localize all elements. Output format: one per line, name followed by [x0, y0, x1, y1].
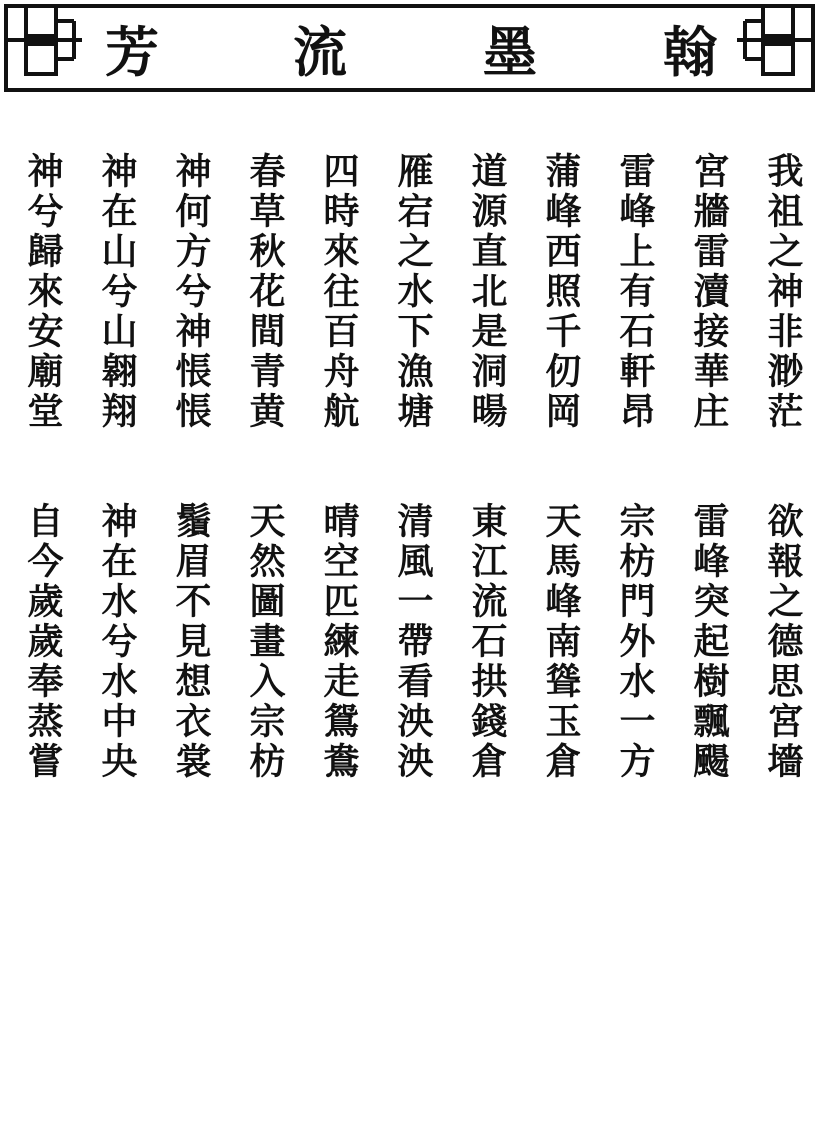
- poem-stanza: [0, 502, 819, 792]
- poem-line: 雷峰上有石軒昂: [614, 152, 656, 432]
- title-char: 翰: [663, 20, 717, 84]
- poem-stanza: [0, 152, 819, 442]
- title-banner: [4, 4, 815, 92]
- poem-line: 雁宕之水下漁塘: [392, 152, 434, 432]
- poem-line: 春草秋花間青黄: [244, 152, 286, 432]
- poem-line: 神兮歸來安廟堂: [22, 152, 64, 432]
- fret-knot-icon: [4, 4, 84, 92]
- poem-line: 自今歲歲奉蒸嘗: [22, 502, 64, 782]
- poem-line: 清風一帶看泱泱: [392, 502, 434, 782]
- poem-line: 神在山兮山翱翔: [96, 152, 138, 432]
- poem-line: 欲報之德思宮墻: [762, 502, 804, 782]
- poem-line: 鬚眉不見想衣裳: [170, 502, 212, 782]
- poem-line: 四時來往百舟航: [318, 152, 360, 432]
- poem-line: 神在水兮水中央: [96, 502, 138, 782]
- poem-line: 蒲峰西照千仞岡: [540, 152, 582, 432]
- poem-line: 晴空匹練走鴛鴦: [318, 502, 360, 782]
- poem-line: 宗枋門外水一方: [614, 502, 656, 782]
- poem-line: 宮牆雷瀆接華庄: [688, 152, 730, 432]
- poem-line: 雷峰突起樹飄颺: [688, 502, 730, 782]
- poem-line: 天然圖畫入宗枋: [244, 502, 286, 782]
- fret-knot-icon: [735, 4, 815, 92]
- title-char: 流: [293, 20, 347, 84]
- poem-line: 東江流石拱錢倉: [466, 502, 508, 782]
- title-char: 芳: [105, 20, 159, 84]
- poem-line: 道源直北是洞暘: [466, 152, 508, 432]
- title-char: 墨: [483, 20, 537, 84]
- poem-line: 神何方兮神悵悵: [170, 152, 212, 432]
- poem-line: 我祖之神非渺茫: [762, 152, 804, 432]
- poem-line: 天馬峰南聳玉倉: [540, 502, 582, 782]
